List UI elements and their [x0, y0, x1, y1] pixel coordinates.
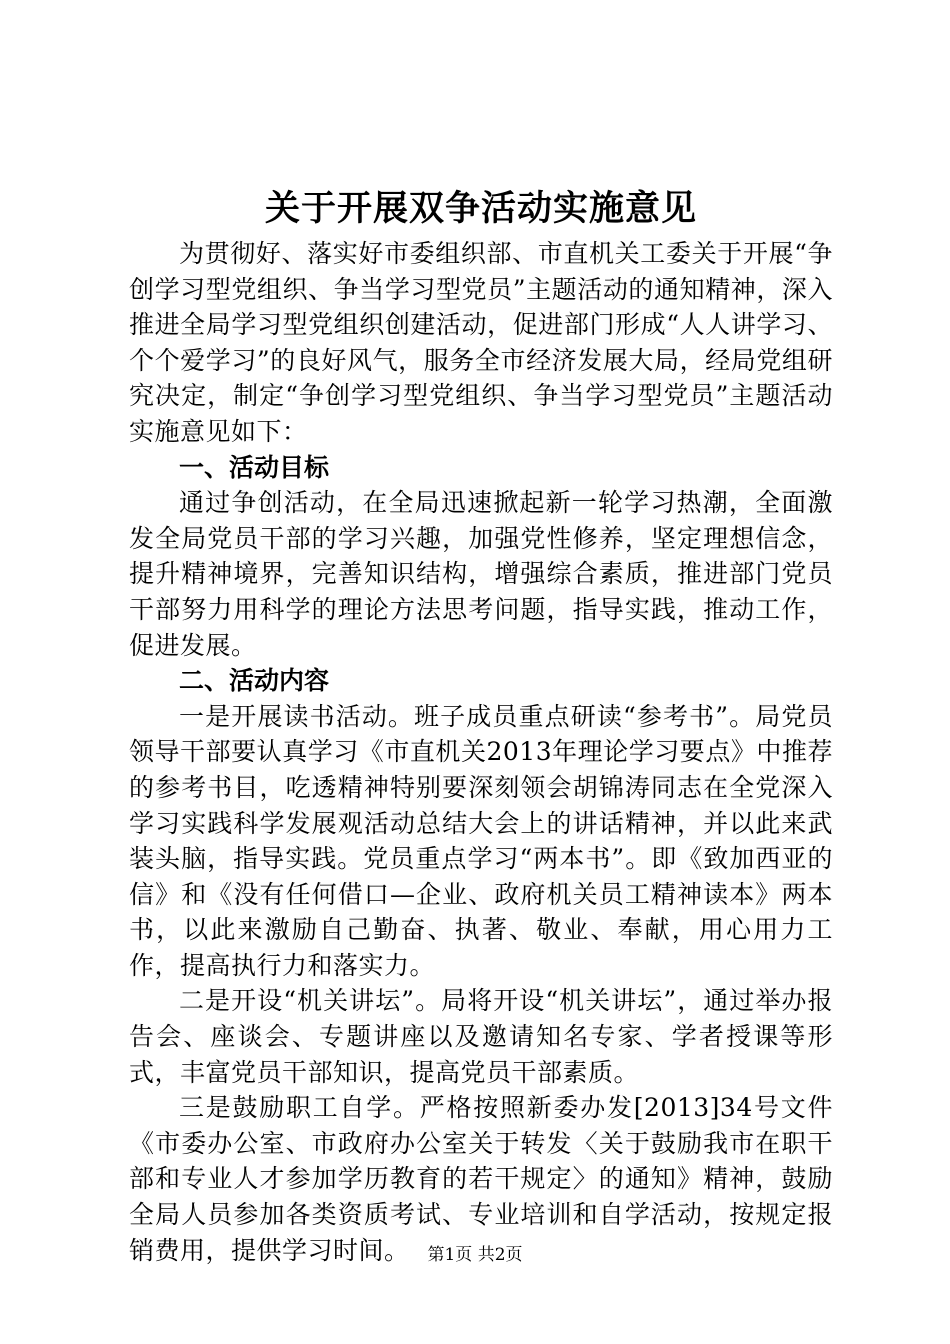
document-page — [129, 186, 833, 1268]
goals-paragraph: 通过争创活动，在全局迅速掀起新一轮学习热潮，全面激发全局党员干部的学习兴趣，加强党性修养，坚定理想信念，提升精神境界，完善知识结构，增强综合素质，推进部门党员干部努力用科学的理论方法思考问题，指导实践，推动工作，促进发展。 — [129, 488, 833, 660]
content-paragraph-forum: 二是开设“机关讲坛”。局将开设“机关讲坛”，通过举办报告会、座谈会、专题讲座以及邀请知名专家、学者授课等形式，丰富党员干部知识，提高党员干部素质。 — [129, 986, 833, 1087]
document-title: 关于开展双争活动实施意见 — [264, 188, 697, 229]
content-paragraph-self-study: 三是鼓励职工自学。严格按照新委办发[2013]34号文件《市委办公室、市政府办公室关于转发〈关于鼓励我市在职干部和专业人才参加学历教育的若干规定〉的通知》精神，鼓励全局人员参加各类资质考试、专业培训和自学活动，按规定报销费用，提供学习时间。 — [129, 1093, 833, 1265]
section-heading-goals: 一、活动目标 — [179, 452, 330, 482]
section-heading-content: 二、活动内容 — [179, 666, 330, 696]
page-indicator: 第1页 共2页 — [427, 1245, 523, 1265]
content-paragraph-reading: 一是开展读书活动。班子成员重点研读“参考书”。局党员领导干部要认真学习《市直机关2013年理论学习要点》中推荐的参考书目，吃透精神特别要深刻领会胡锦涛同志在全党深入学习实践科学发展观活动总结大会上的讲话精神，并以此来武装头脑，指导实践。党员重点学习“两本书”。即《致加西亚的信》和《没有任何借口—企业、政府机关员工精神读本》两本书，以此来激励自己勤奋、执著、敬业、奉献，用心用力工作，提高执行力和落实力。 — [129, 701, 833, 980]
intro-paragraph: 为贯彻好、落实好市委组织部、市直机关工委关于开展“争创学习型党组织、争当学习型党员”主题活动的通知精神，深入推进全局学习型党组织创建活动，促进部门形成“人人讲学习、个个爱学习”的良好风气，服务全市经济发展大局，经局党组研究决定，制定“争创学习型党组织、争当学习型党员”主题活动实施意见如下： — [129, 239, 833, 446]
